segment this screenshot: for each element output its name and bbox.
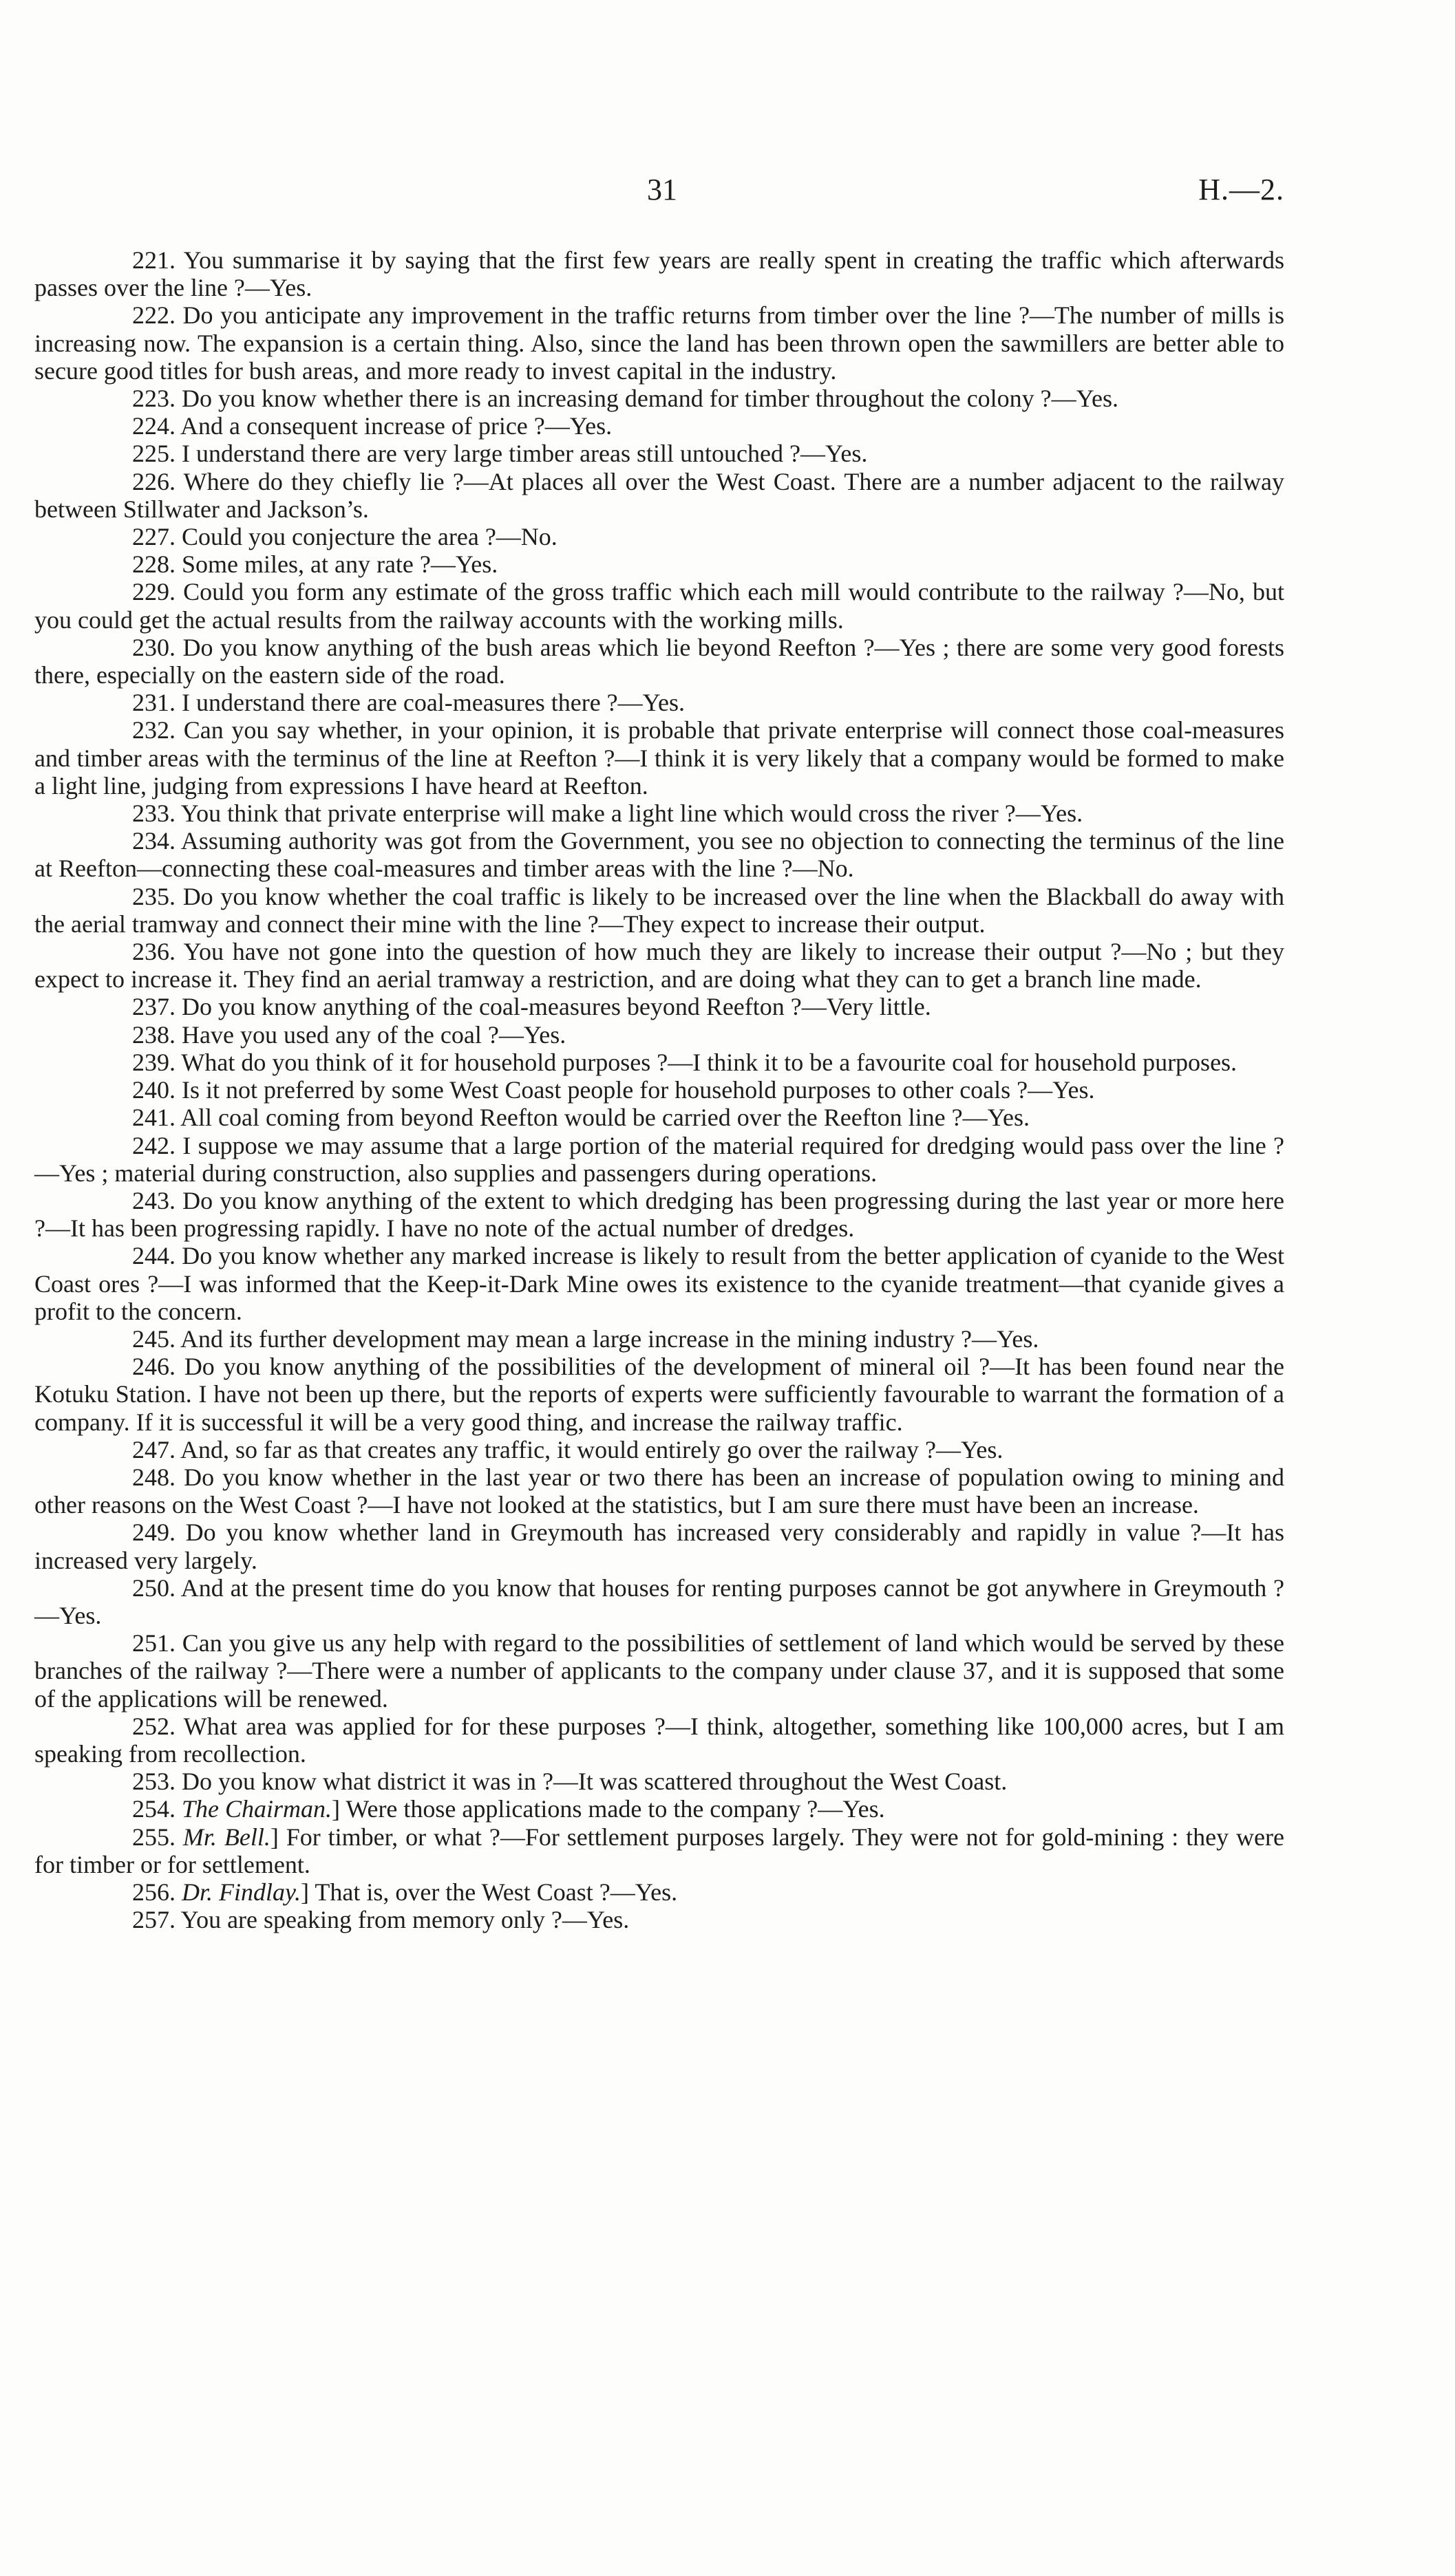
- question-number: 252.: [132, 1712, 176, 1740]
- question-number: 233.: [132, 799, 176, 828]
- question-paragraph: [34, 301, 1284, 385]
- question-text: ] For timber, or what ?—For settlement purposes largely. They were not for gold-mining : they were for timber or for settlement.: [34, 1823, 1285, 1878]
- question-number: 249.: [132, 1518, 176, 1547]
- question-text: You have not gone into the question of how much they are likely to increase their output ?—No ; but they expect to increase it. They find an aerial tramway a restriction, and are doing what they can to get a branch line made.: [34, 938, 1284, 994]
- question-text: Do you know anything of the coal-measures beyond Reefton ?—Very little.: [182, 993, 931, 1021]
- question-text: Assuming authority was got from the Government, you see no objection to connecting the terminus of the line at Reefton—connecting these coal-measures and timber areas with the line ?—No.: [34, 827, 1284, 883]
- question-text: Do you know whether any marked increase is likely to result from the better application of cyanide to the West Coast ores ?—I was informed that the Keep-it-Dark Mine owes its existence to the cyanide treatment—that cyanide gives a profit to the concern.: [34, 1242, 1285, 1325]
- question-number: 256.: [132, 1878, 176, 1906]
- question-number: 232.: [132, 716, 176, 744]
- question-paragraph: [34, 634, 1284, 689]
- question-text: Where do they chiefly lie ?—At places all over the West Coast. There are a number adjacent to the railway between Stillwater and Jackson’s.: [34, 467, 1284, 523]
- question-text: What do you think of it for household purposes ?—I think it to be a favourite coal for household purposes.: [181, 1048, 1238, 1076]
- question-paragraph: [34, 1076, 1284, 1104]
- question-number: 250.: [132, 1574, 176, 1602]
- question-number: 255.: [132, 1823, 176, 1851]
- question-paragraph: [34, 1574, 1284, 1629]
- question-text: Do you know anything of the extent to which dredging has been progressing during the last year or more here ?—It has been progressing rapidly. I have no note of the actual number of dredges.: [34, 1186, 1285, 1243]
- question-paragraph: [34, 1132, 1284, 1187]
- question-text: You summarise it by saying that the first few years are really spent in creating the traffic which afterwards passes over the line ?—Yes.: [34, 246, 1284, 302]
- question-number: 228.: [132, 550, 176, 579]
- question-paragraph: [34, 1353, 1284, 1436]
- question-paragraph: [34, 1436, 1284, 1463]
- question-paragraph: [34, 689, 1284, 716]
- speaker-name: The Chairman.: [182, 1795, 332, 1823]
- question-paragraph: [34, 1713, 1284, 1768]
- question-number: 238.: [132, 1020, 176, 1049]
- question-number: 235.: [132, 882, 176, 910]
- question-paragraph: [34, 1242, 1284, 1325]
- question-paragraph: [34, 440, 1284, 467]
- question-number: 242.: [132, 1131, 176, 1159]
- question-number: 245.: [132, 1324, 176, 1353]
- question-text: Do you know whether land in Greymouth has increased very considerably and rapidly in value ?—It has increased very largely.: [34, 1518, 1284, 1574]
- question-number: 221.: [132, 246, 176, 274]
- question-number: 223.: [132, 385, 176, 413]
- question-number: 251.: [132, 1629, 176, 1657]
- question-paragraph: [34, 883, 1284, 938]
- question-text: Could you conjecture the area ?—No.: [182, 523, 557, 551]
- question-number: 253.: [132, 1768, 176, 1796]
- question-number: 229.: [132, 578, 176, 606]
- question-number: 248.: [132, 1463, 176, 1491]
- question-number: 239.: [132, 1048, 176, 1076]
- document-reference: H.—2.: [1198, 173, 1284, 206]
- question-paragraph: [34, 1104, 1284, 1131]
- page-number: 31: [647, 173, 677, 206]
- question-number: 246.: [132, 1353, 176, 1381]
- question-text: I understand there are very large timber areas still untouched ?—Yes.: [182, 440, 868, 468]
- question-text: Do you know whether there is an increasing demand for timber throughout the colony ?—Yes.: [182, 385, 1119, 413]
- question-number: 227.: [132, 523, 176, 551]
- question-text: And its further development may mean a large increase in the mining industry ?—Yes.: [180, 1324, 1039, 1353]
- question-text: Could you form any estimate of the gross traffic which each mill would contribute to the railway ?—No, but you could get the actual results from the railway accounts with the working mills.: [34, 578, 1284, 634]
- question-paragraph: [34, 1518, 1284, 1574]
- question-number: 244.: [132, 1242, 176, 1270]
- question-number: 230.: [132, 633, 176, 661]
- question-paragraph: [34, 1463, 1284, 1518]
- question-paragraph: [34, 799, 1284, 827]
- question-paragraph: [34, 1906, 1284, 1933]
- question-text: Do you know anything of the bush areas which lie beyond Reefton ?—Yes ; there are some very good forests there, especially on the eastern side of the road.: [34, 633, 1284, 689]
- question-text: Do you anticipate any improvement in the traffic returns from timber over the line ?—The number of mills is increasing now. The expansion is a certain thing. Also, since the land has been thrown open the sawmillers are better able to secure good titles for bush areas, and more ready to invest capital in the industry.: [34, 301, 1285, 385]
- question-paragraph: [34, 993, 1284, 1020]
- question-text: ] That is, over the West Coast ?—Yes.: [301, 1878, 678, 1906]
- question-number: 226.: [132, 467, 176, 495]
- question-paragraph: [34, 1021, 1284, 1049]
- question-paragraph: [34, 412, 1284, 440]
- question-number: 234.: [132, 827, 176, 855]
- question-paragraph: [34, 1795, 1284, 1823]
- question-paragraph: [34, 246, 1284, 301]
- speaker-name: Dr. Findlay.: [182, 1878, 301, 1906]
- question-number: 222.: [132, 301, 176, 330]
- question-text: Have you used any of the coal ?—Yes.: [182, 1020, 566, 1049]
- evidence-body: [34, 246, 1284, 1933]
- question-number: 237.: [132, 993, 176, 1021]
- question-paragraph: [34, 827, 1284, 882]
- question-paragraph: [34, 523, 1284, 550]
- question-paragraph: [34, 1629, 1284, 1713]
- question-text: Is it not preferred by some West Coast people for household purposes to other coals ?—Yes.: [182, 1076, 1095, 1104]
- question-number: 247.: [132, 1435, 176, 1463]
- question-text: Do you know what district it was in ?—It was scattered throughout the West Coast.: [182, 1768, 1008, 1796]
- question-text: You are speaking from memory only ?—Yes.: [180, 1906, 630, 1934]
- question-paragraph: [34, 1187, 1284, 1242]
- question-number: 240.: [132, 1076, 176, 1104]
- question-paragraph: [34, 1049, 1284, 1076]
- question-number: 241.: [132, 1104, 176, 1132]
- question-number: 257.: [132, 1906, 176, 1934]
- question-paragraph: [34, 716, 1284, 799]
- question-paragraph: [34, 550, 1284, 578]
- question-text: I understand there are coal-measures there ?—Yes.: [182, 689, 686, 717]
- question-text: Can you give us any help with regard to the possibilities of settlement of land which would be served by these branches of the railway ?—There were a number of applicants to the company under clause 37, and it is supposed that some of the applications will be renewed.: [34, 1629, 1285, 1713]
- question-text: Do you know anything of the possibilities of the development of mineral oil ?—It has been found near the Kotuku Station. I have not been up there, but the reports of experts were sufficiently favourable to warrant the formation of a company. If it is successful it will be a very good thing, and increase the railway traffic.: [34, 1353, 1284, 1436]
- question-text: Do you know whether in the last year or two there has been an increase of population owing to mining and other reasons on the West Coast ?—I have not looked at the statistics, but I am sure there must have been an increase.: [34, 1463, 1285, 1519]
- question-paragraph: [34, 468, 1284, 523]
- question-paragraph: [34, 1878, 1284, 1906]
- speaker-name: Mr. Bell.: [182, 1823, 270, 1851]
- question-text: What area was applied for for these purposes ?—I think, altogether, something like 100,000 acres, but I am speaking from recollection.: [34, 1712, 1285, 1768]
- question-text: And, so far as that creates any traffic, it would entirely go over the railway ?—Yes.: [180, 1435, 1003, 1463]
- question-text: Do you know whether the coal traffic is likely to be increased over the line when the Blackball do away with the aerial tramway and connect their mine with the line ?—They expect to increase their output.: [34, 882, 1285, 938]
- question-text: And at the present time do you know that houses for renting purposes cannot be got anywhere in Greymouth ?—Yes.: [34, 1574, 1285, 1629]
- question-paragraph: [34, 1823, 1284, 1878]
- question-text: And a consequent increase of price ?—Yes.: [180, 412, 613, 440]
- question-text: Can you say whether, in your opinion, it is probable that private enterprise will connect those coal-measures and timber areas with the terminus of the line at Reefton ?—I think it is very likely that a company would be formed to make a light line, judging from expressions I have heard at Reefton.: [34, 716, 1285, 799]
- question-text: Some miles, at any rate ?—Yes.: [182, 550, 498, 579]
- question-paragraph: [34, 1768, 1284, 1795]
- question-text: ] Were those applications made to the company ?—Yes.: [332, 1795, 885, 1823]
- question-text: You think that private enterprise will make a light line which would cross the river ?—Yes.: [180, 799, 1083, 828]
- question-number: 225.: [132, 440, 176, 468]
- question-number: 236.: [132, 938, 176, 966]
- question-paragraph: [34, 578, 1284, 633]
- question-paragraph: [34, 938, 1284, 993]
- question-number: 254.: [132, 1795, 176, 1823]
- question-number: 224.: [132, 412, 176, 440]
- question-number: 243.: [132, 1186, 176, 1214]
- question-text: I suppose we may assume that a large portion of the material required for dredging would pass over the line ?—Yes ; material during construction, also supplies and passengers during operations.: [34, 1131, 1285, 1187]
- question-text: All coal coming from beyond Reefton would be carried over the Reefton line ?—Yes.: [180, 1104, 1030, 1132]
- page-header: [0, 172, 1455, 220]
- question-paragraph: [34, 1325, 1284, 1353]
- question-paragraph: [34, 385, 1284, 412]
- question-number: 231.: [132, 689, 176, 717]
